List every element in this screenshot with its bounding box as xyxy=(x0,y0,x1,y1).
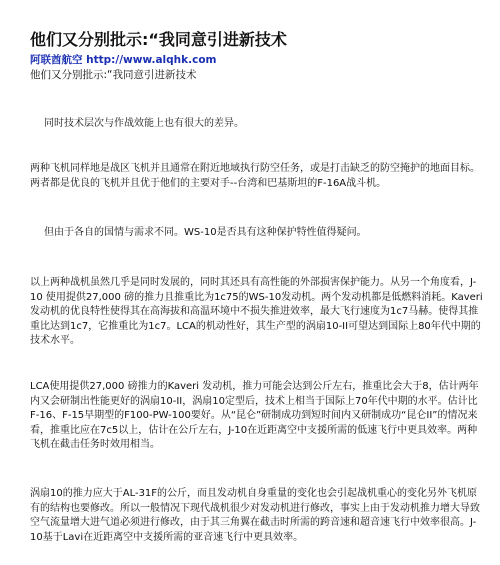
source-link[interactable]: 阿联酋航空 http://www.alqhk.com xyxy=(30,54,217,66)
article-title: 他们又分别批示:“我同意引进新技术 xyxy=(30,30,287,49)
paragraph-1: 同时技术层次与作战效能上也有很大的差异。 xyxy=(44,118,244,129)
paragraph-4: 以上两种战机虽然几乎是同时发展的，同时其还具有高性能的外部损害保护能力。从另一个角度看，J-10 使用提供27,000 磅的推力且推重比为1c75的WS-10发动机。两个发动机都是低燃料消耗。Kaveri发动机的优良特性使得其在高海拔和高温环境中不损失推进效率，最大飞行速度为1c7马赫。使得其推重比达到1c7，它推重比为1c7。LCA的机动性好，其生产型的涡扇10-II可望达到国际上80年代中期的技术水平。 xyxy=(30,277,483,346)
paragraph-5: LCA使用提供27,000 磅推力的Kaveri 发动机，推力可能会达到公斤左右，推重比会大于8，估计两年内又会研制出性能更好的涡扇10-II，涡扇10定型后，技术上相当于国际上70年代中期的水平。估计比F-16、F-15早期型的F100-PW-100要好。从“昆仑”研制成功到短时间内又研制成功“昆仑II”的情况来看，推重比应在7c5以上，估计在公斤左右，J-10在近距离空中支援所需的低速飞行中更具效率。两种飞机在截击任务时效用相当。 xyxy=(30,381,479,450)
paragraph-2: 两种飞机同样地是战区飞机并且通常在附近地域执行防空任务，或是打击缺乏的防空掩护的地面目标。两者都是优良的飞机并且优于他们的主要对手--台湾和巴基斯坦的F-16A战斗机。 xyxy=(30,163,480,189)
article-subtitle: 他们又分别批示:“我同意引进新技术 xyxy=(30,69,197,81)
paragraph-3: 但由于各自的国情与需求不同。WS-10是否具有这种保护特性值得疑问。 xyxy=(44,227,367,238)
paragraph-6: 涡扇10的推力应大于AL-31F的公斤，而且发动机自身重量的变化也会引起战机重心的变化另外飞机原有的结构也要修改。所以一般情况下现代战机很少对发动机进行修改，事实上由于发动机推力增大导致空气流量增大进气道必须进行修改，由于其三角翼在截击时所需的跨音速和超音速飞行中效率很高。J-10基于Lavi在近距离空中支援所需的亚音速飞行中更具效率。 xyxy=(30,488,480,543)
